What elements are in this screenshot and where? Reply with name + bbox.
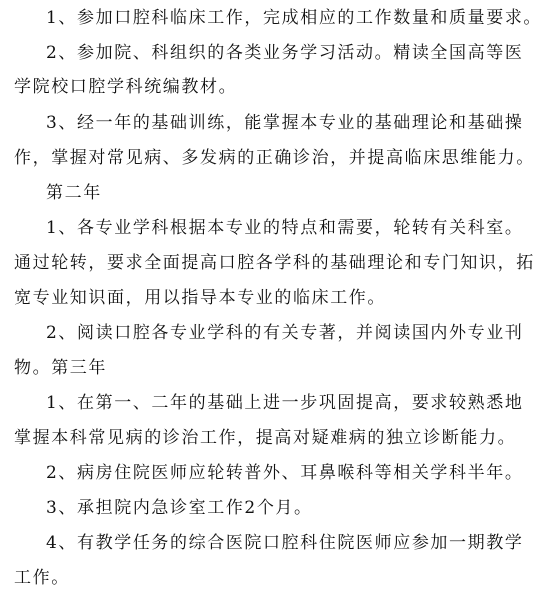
- paragraph-line: 通过轮转，要求全面提高口腔各学科的基础理论和专门知识，拓: [14, 253, 535, 273]
- paragraph-line: 3、承担院内急诊室工作2个月。: [46, 498, 313, 518]
- paragraph-line: 作，掌握对常见病、多发病的正确诊治，并提高临床思维能力。: [14, 148, 535, 168]
- paragraph-line: 4、有教学任务的综合医院口腔科住院医师应参加一期教学: [46, 533, 524, 553]
- paragraph-line: 宽专业知识面，用以指导本专业的临床工作。: [14, 288, 386, 308]
- paragraph-line: 掌握本科常见病的诊治工作，提高对疑难病的独立诊断能力。: [14, 428, 517, 448]
- paragraph-line: 1、各专业学科根据本专业的特点和需要，轮转有关科室。: [46, 218, 524, 238]
- paragraph-line: 3、经一年的基础训练，能掌握本专业的基础理论和基础操: [46, 113, 524, 133]
- paragraph-line: 学院校口腔学科统编教材。: [14, 77, 238, 97]
- paragraph-line: 2、阅读口腔各专业学科的有关专著，并阅读国内外专业刊: [46, 323, 524, 343]
- paragraph-line: 2、病房住院医师应轮转普外、耳鼻喉科等相关学科半年。: [46, 463, 524, 483]
- paragraph-line: 工作。: [14, 568, 70, 588]
- paragraph-line: 1、在第一、二年的基础上进一步巩固提高，要求较熟悉地: [46, 393, 524, 413]
- paragraph-line: 物。第三年: [14, 358, 107, 378]
- paragraph-line: 2、参加院、科组织的各类业务学习活动。精读全国高等医: [46, 43, 524, 63]
- section-heading: 第二年: [46, 183, 102, 203]
- paragraph-line: 1、参加口腔科临床工作，完成相应的工作数量和质量要求。: [46, 8, 543, 28]
